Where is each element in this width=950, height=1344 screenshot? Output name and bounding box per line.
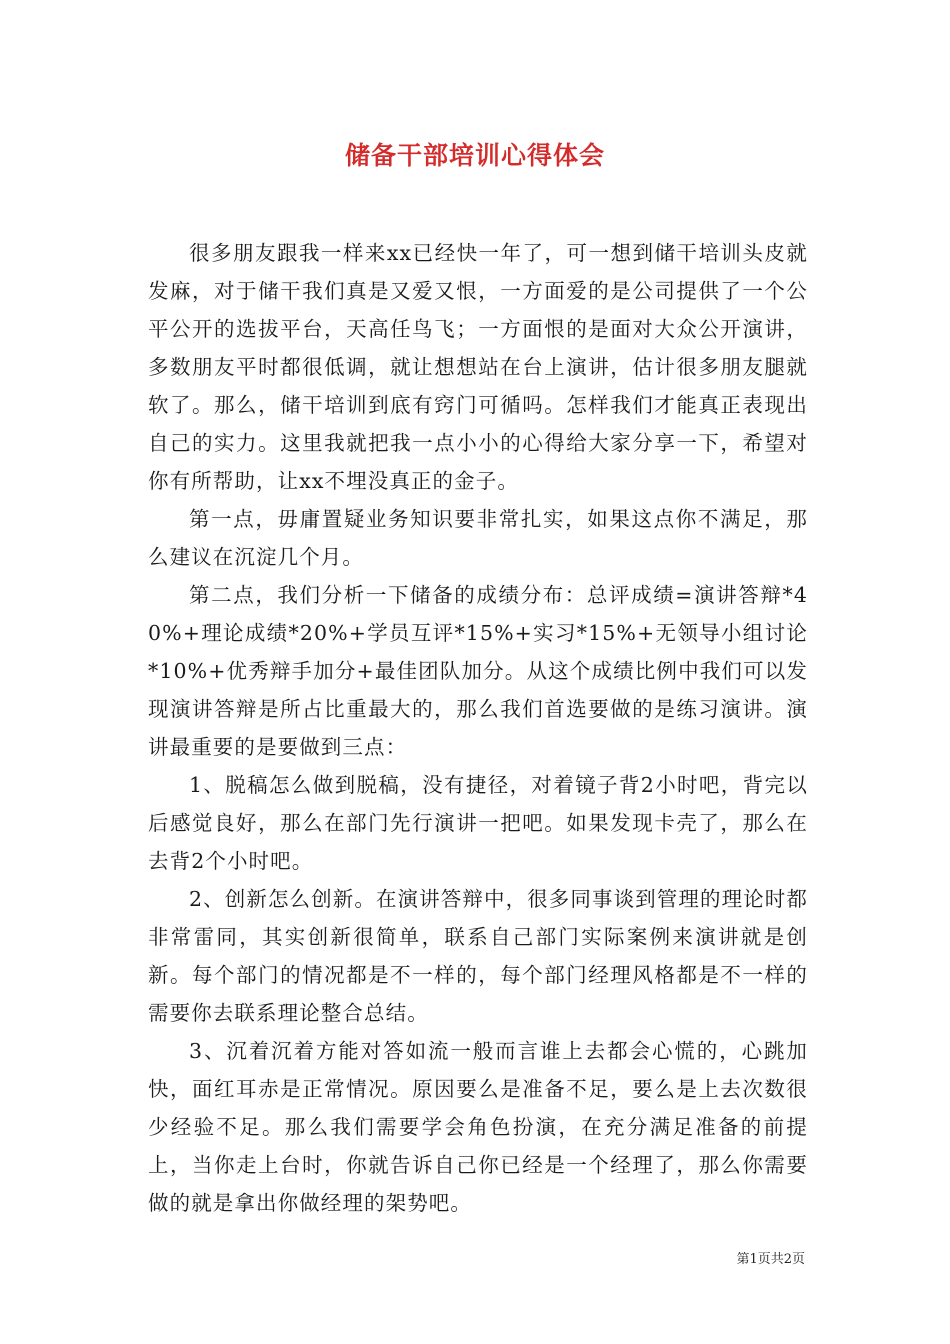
paragraph-item-3: 3、沉着沉着方能对答如流一般而言谁上去都会心慌的，心跳加快，面红耳赤是正常情况。原因要么是准备不足，要么是上去次数很少经验不足。那么我们需要学会角色扮演，在充分满足准备的前提上，当你走上台时，你就告诉自己你已经是一个经理了，那么你需要做的就是拿出你做经理的架势吧。 [148, 1039, 808, 1215]
paragraph-point-two: 第二点，我们分析一下储备的成绩分布：总评成绩=演讲答辩*40%+理论成绩*20%+学员互评*15%+实习*15%+无领导小组讨论*10%+优秀辩手加分+最佳团队加分。从这个成绩比例中我们可以发现演讲答辩是所占比重最大的，那么我们首选要做的是练习演讲。演讲最重要的是要做到三点： [148, 583, 808, 759]
paragraph-item-1: 1、脱稿怎么做到脱稿，没有捷径，对着镜子背2小时吧，背完以后感觉良好，那么在部门先行演讲一把吧。如果发现卡壳了，那么在去背2个小时吧。 [148, 773, 808, 873]
paragraph-intro: 很多朋友跟我一样来xx已经快一年了，可一想到储干培训头皮就发麻，对于储干我们真是又爱又恨，一方面爱的是公司提供了一个公平公开的选拔平台，天高任鸟飞；一方面恨的是面对大众公开演讲，多数朋友平时都很低调，就让想想站在台上演讲，估计很多朋友腿就软了。那么，储干培训到底有窍门可循吗。怎样我们才能真正表现出自己的实力。这里我就把我一点小小的心得给大家分享一下，希望对你有所帮助，让xx不埋没真正的金子。 [148, 241, 808, 493]
document-title: 储备干部培训心得体会 [344, 141, 605, 170]
paragraph-item-2: 2、创新怎么创新。在演讲答辩中，很多同事谈到管理的理论时都非常雷同，其实创新很简单，联系自己部门实际案例来演讲就是创新。每个部门的情况都是不一样的，每个部门经理风格都是不一样的需要你去联系理论整合总结。 [148, 887, 808, 1025]
document-body [148, 234, 808, 1222]
paragraph-point-one: 第一点，毋庸置疑业务知识要非常扎实，如果这点你不满足，那么建议在沉淀几个月。 [148, 507, 808, 569]
page-number: 第1页共2页 [736, 1252, 805, 1267]
